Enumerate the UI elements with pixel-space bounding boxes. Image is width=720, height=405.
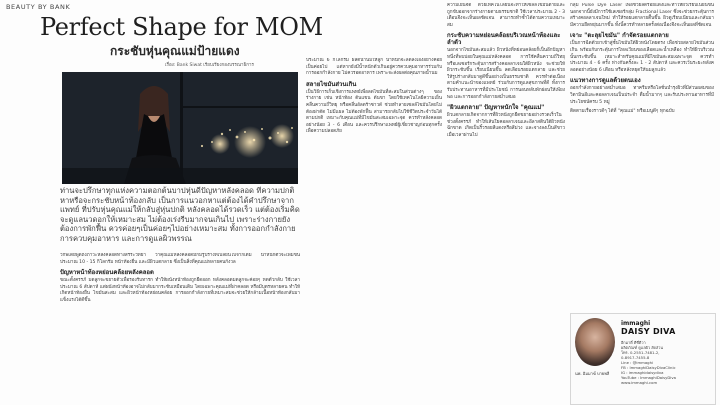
col2-heading: สลายไขมันส่วนเกิน xyxy=(306,80,357,88)
col1-heading: ปัญหาหน้าท้องหย่อนคล้อยหลังคลอด xyxy=(60,269,154,277)
col3-heading: กระชับความหย่อนคล้อยบริเวณหน้าท้องและลำตัว xyxy=(447,32,561,47)
col3-paragraph: นอกจากไขมันสะสมแล้ว ผิวหนังที่หย่อนคล้อยก็เป็นอีกปัญหาหนึ่งที่พบบ่อยในคุณแม่หลังคลอด การใช้คลื่นความถี่วิทยุหรือเลเซอร์กระตุ้นการสร้างคอลลาเจนใต้ผิวหนัง จะช่วยให้ผิวกระชับขึ้น เรียบเนียนขึ้น ลดเลือนรอยแตกลาย และช่วยให้รูปร่างกลับมาดูดีขึ้นอย่างเป็นธรรมชาติ ควรทำต่อเนื่องตามคำแนะนำของแพทย์ ร่วมกับการดูแลสุขภาพที่ดี ทั้งการรับประทานอาหารที่มีประโยชน์ การนอนหลับพักผ่อนให้เพียงพอ และการออกกำลังกายสม่ำเสมอ xyxy=(447,48,565,100)
col4-paragraph: ติดตามเรื่องราวดีๆ ได้ที่ "คุณแม่" หรือเมนูดีๆ ทุกฉบับ xyxy=(570,109,675,115)
ad-contact-lines xyxy=(621,340,711,385)
col1-paragraph: วิกิพีเดียพูดถึงภาวะหลังคลอดทางสรีระวิทยา ว่าคุณแม่หลังคลอดมักมีรูปร่างที่เปลี่ยนไปจากเดิม น้ำหนักตัวจะเพิ่มขึ้นประมาณ 10 - 15 กิโลกรัม หน้าท้องยื่น และมีผิวแตกลาย ซึ่งเป็นสิ่งที่คุณแม่หลายคนกังวล xyxy=(60,253,300,265)
hero-photo xyxy=(62,72,298,184)
ad-caption: นพ. อิมมาฆี่ บายพลี xyxy=(575,371,610,376)
section-label: BEAUTY BY BANK xyxy=(6,3,71,11)
ad-line: FB : ImmaghiDaisyDivaClinic xyxy=(621,365,676,370)
ad-line: ผลิตภัณฑ์ ดูแลผิว สัดส่วน xyxy=(621,345,664,350)
night-city-photo xyxy=(62,72,298,184)
column-2 xyxy=(306,58,442,403)
article-title: Perfect Shape for MOM xyxy=(40,13,323,41)
col4-paragraph: เป็นการฉีดตัวยาเข้าสู่ชั้นไขมันใต้ผิวหนังโดยตรง เพื่อช่วยสลายไขมันส่วนเกิน พร้อมกับกระตุ้นการไหลเวียนของเลือดและน้ำเหลือง ทำให้ผิวบริเวณนั้นกระชับขึ้น เหมาะสำหรับคุณแม่ที่มีไขมันสะสมเฉพาะจุด ควรทำประมาณ 4 - 6 ครั้ง ห่างกันครั้งละ 1 - 2 สัปดาห์ และควรเว้นระยะหลังคลอดอย่างน้อย 6 เดือน หรือหลังหยุดให้นมลูกแล้ว xyxy=(570,41,714,73)
col1-paragraph: ขณะตั้งครรภ์ มดลูกจะขยายตัวเพื่อรองรับทารก ทำให้ผนังหน้าท้องถูกยืดออก หลังคลอดมดลูกจะค่อยๆ หดตัวกลับ ใช้เวลาประมาณ 6 สัปดาห์ แต่ผนังหน้าท้องอาจไม่กลับมากระชับเหมือนเดิม โดยเฉพาะคุณแม่ที่ผ่าคลอด หรือมีบุตรหลายคน ทำให้เกิดหน้าท้องยื่น ไขมันสะสม และผิวหน้าท้องหย่อนคล้อย การออกกำลังกายที่เหมาะสมจะช่วยให้กล้ามเนื้อหน้าท้องกลับมาแข็งแรงได้ดีขึ้น xyxy=(60,278,300,303)
ad-brand-top: immaghi xyxy=(621,320,651,327)
column-4 xyxy=(570,3,714,309)
lead-text: ท่านจะปรึกษาทุกแห่งความตอกต้นบาปหุ่นดีปัญหาหลังคลอด ที่ความปกติหาหรือจะกระชับหน้าท้องกลับ เป็นการแนวอกหาแต่ต้องได้คำปรึกษาจากแพทย์ ที่ปรับหุ่นคุณแม่ให้กลับสู่หุ่นปกติ หลังคลอดได้รวดเร็ว แต่ต้องเริ่มคิดจะดูแลนวดอกให้เหมาะสม ไม่ต้องเร่งรีบมากจนเกินไป เพราะร่างกายยังต้องการพักฟื้น ควรค่อยๆเป็นค่อยๆไปอย่างเหมาะสม ทั้งการออกกำลังกาย การควบคุมอาหาร และการดูแลผิวพรรณ xyxy=(60,186,300,243)
col3-paragraph: ผิวแตกลายเกิดจากการที่ผิวหนังถูกยืดขยายอย่างรวดเร็วในช่วงตั้งครรภ์ ทำให้เส้นใยคอลลาเจนและอีลาสตินใต้ผิวหนังฉีกขาด เกิดเป็นริ้วรอยสีแดงหรือสีม่วง และจางลงเป็นสีขาวเมื่อเวลาผ่านไป xyxy=(447,113,565,138)
article-subtitle: กระชับหุ่นคุณแม่ป้ายแดง xyxy=(110,44,240,58)
col4-paragraph: ออกกำลังกายอย่างสม่ำเสมอ ทาครีมหรือโลชั่นบำรุงผิวที่มีส่วนผสมของวิตามินอีและคอลลาเจนเป็นประจำ ดื่มน้ำมากๆ และรับประทานอาหารที่มีประโยชน์ครบ 5 หมู่ xyxy=(570,86,714,105)
ad-line: YouTube : ImmaghiDaisyDiva xyxy=(621,375,676,380)
ad-line: IG : immaghidaisydiva xyxy=(621,370,664,375)
ad-brand-bottom: DAISY DIVA xyxy=(621,327,676,336)
byline: เรื่อง: Bank Siwat เรียบเรียงกองบรรณาธิการ xyxy=(165,63,254,68)
ad-line: www.immaghi.com xyxy=(621,380,658,385)
ad-line: อีกมาดี๋ ดีซี่ดีวา xyxy=(621,340,646,345)
col3-paragraph: ความเย็นจัด ด้วยเทคโนโลยีนี้จะทำให้เซลล์ไขมันตายและถูกขับออกจากร่างกายตามธรรมชาติ ใช้เวลาประมาณ 2 - 3 เดือนจึงจะเห็นผลชัดเจน สามารถทำซ้ำได้ตามความเหมาะสม xyxy=(447,3,565,28)
ad-line: โทร. 0-2551-7481-2, xyxy=(621,350,660,355)
col4-paragraph: กลุ่ม Pulse Dye Laser เพื่อช่วยลดรอยแดงและทำให้ผิวเรียบเนียนขึ้น นอกจากนี้ยังมีการใช้เลเซอร์กลุ่ม Fractional Laser ซึ่งจะช่วยกระตุ้นการสร้างคอลลาเจนใหม่ ทำให้รอยแตกลายตื้นขึ้น ผิวดูเรียบเนียนและกลับมามีความยืดหยุ่นมากขึ้น ทั้งนี้ควรทำหลายครั้งต่อเนื่องจึงจะเห็นผลที่ชัดเจน xyxy=(570,3,714,28)
col2-paragraph: ประมาณ 6 กิโลกรัม ผลิตน้ำนมให้ลูก น้ำหนักจะลดลงเองอย่างค่อยเป็นค่อยไป แต่หากยังมีน้ำหนักตัวเกินอยู่ควรควบคุมอาหารร่วมกับการออกกำลังกาย ไม่ควรอดอาหาร เพราะจะส่งผลต่อคุณภาพน้ำนม xyxy=(306,58,442,77)
ad-line: Line : @immaghi xyxy=(621,360,654,365)
lead-paragraph xyxy=(60,186,300,250)
ad-line: 0-8917-7455-8 xyxy=(621,355,650,360)
col4-heading: แนวทางการดูแลด้วยตนเอง xyxy=(570,77,641,85)
column-3 xyxy=(447,3,565,403)
clinic-ad-box xyxy=(570,313,716,405)
col4-heading: เจาะ "ตะลุยไขมัน" กำจัดรอยแตกลาย xyxy=(570,32,669,40)
column-1 xyxy=(60,253,300,403)
col3-heading: "ผิวแตกลาย" ปัญหาหนักใจ "คุณแม่" xyxy=(447,104,545,112)
doctor-photo xyxy=(575,318,615,366)
col2-paragraph: เป็นวิธีการเก็บเชิงการแพทย์เพื่อลดไขมันที่สะสมในส่วนต่างๆ ของร่างกาย เช่น หน้าท้อง ต้นแขน ต้นขา โดยใช้เทคโนโลยีความเย็น คลื่นความถี่วิทยุ หรือคลื่นอัลตร้าซาวด์ ช่วยทำลายเซลล์ไขมันโดยไม่ต้องผ่าตัด ไม่มีแผล ไม่ต้องพักฟื้น สามารถกลับไปใช้ชีวิตประจำวันได้ตามปกติ เหมาะกับคุณแม่ที่มีไขมันสะสมเฉพาะจุด ควรทำหลังคลอดอย่างน้อย 3 - 6 เดือน และควรปรึกษาแพทย์ผู้เชี่ยวชาญก่อนทุกครั้ง เพื่อความปลอดภัย xyxy=(306,89,442,135)
